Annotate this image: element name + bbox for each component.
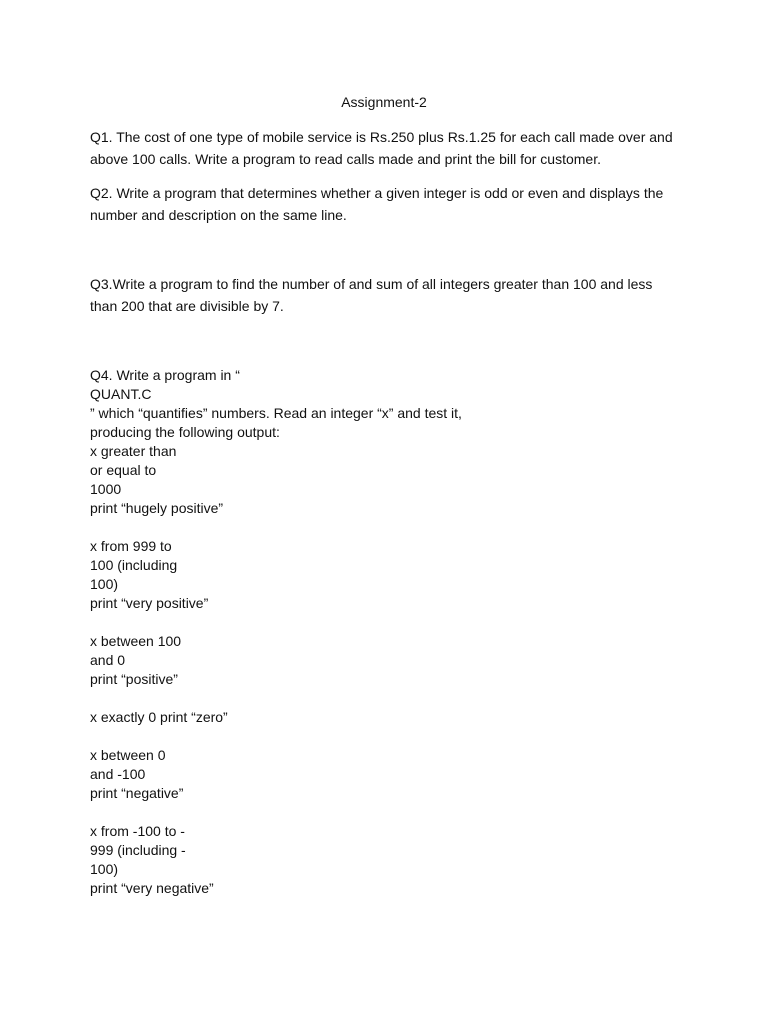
- case-positive-line: print “positive”: [90, 671, 178, 687]
- case-negative-line: and -100: [90, 766, 146, 782]
- case-positive-line: and 0: [90, 652, 126, 668]
- case-very-negative-line: print “very negative”: [90, 880, 214, 896]
- q4-intro-line: QUANT.C: [90, 386, 152, 402]
- question-2: Q2. Write a program that determines whether a given integer is odd or even and displays the number and description on the same line.: [90, 185, 664, 223]
- case-very-negative-line: x from -100 to -: [90, 823, 185, 839]
- case-negative-line: print “negative”: [90, 785, 184, 801]
- case-very-positive-line: 100): [90, 576, 119, 592]
- case-hugely-positive-line: or equal to: [90, 462, 157, 478]
- case-negative-line: x between 0: [90, 747, 166, 763]
- case-very-positive-line: 100 (including: [90, 557, 178, 573]
- case-very-positive-line: print “very positive”: [90, 595, 209, 611]
- question-4: [90, 366, 462, 898]
- q4-intro-line: Q4. Write a program in “: [90, 367, 240, 383]
- case-hugely-positive-line: print “hugely positive”: [90, 500, 224, 516]
- case-very-negative-line: 999 (including -: [90, 842, 186, 858]
- case-positive-line: x between 100: [90, 633, 182, 649]
- case-zero-line: x exactly 0 print “zero”: [90, 709, 228, 725]
- case-hugely-positive-line: 1000: [90, 481, 122, 497]
- question-1: Q1. The cost of one type of mobile service is Rs.250 plus Rs.1.25 for each call made over and above 100 calls. Write a program to read calls made and print the bill for customer.: [90, 129, 673, 167]
- q4-intro-line: producing the following output:: [90, 424, 280, 440]
- case-hugely-positive-line: x greater than: [90, 443, 177, 459]
- question-3: Q3.Write a program to find the number of and sum of all integers greater than 100 and less than 200 that are divisible by 7.: [90, 276, 653, 314]
- document-title: Assignment-2: [341, 94, 427, 110]
- case-very-negative-line: 100): [90, 861, 119, 877]
- q4-intro-line: ” which “quantifies” numbers. Read an integer “x” and test it,: [90, 405, 462, 421]
- case-very-positive-line: x from 999 to: [90, 538, 172, 554]
